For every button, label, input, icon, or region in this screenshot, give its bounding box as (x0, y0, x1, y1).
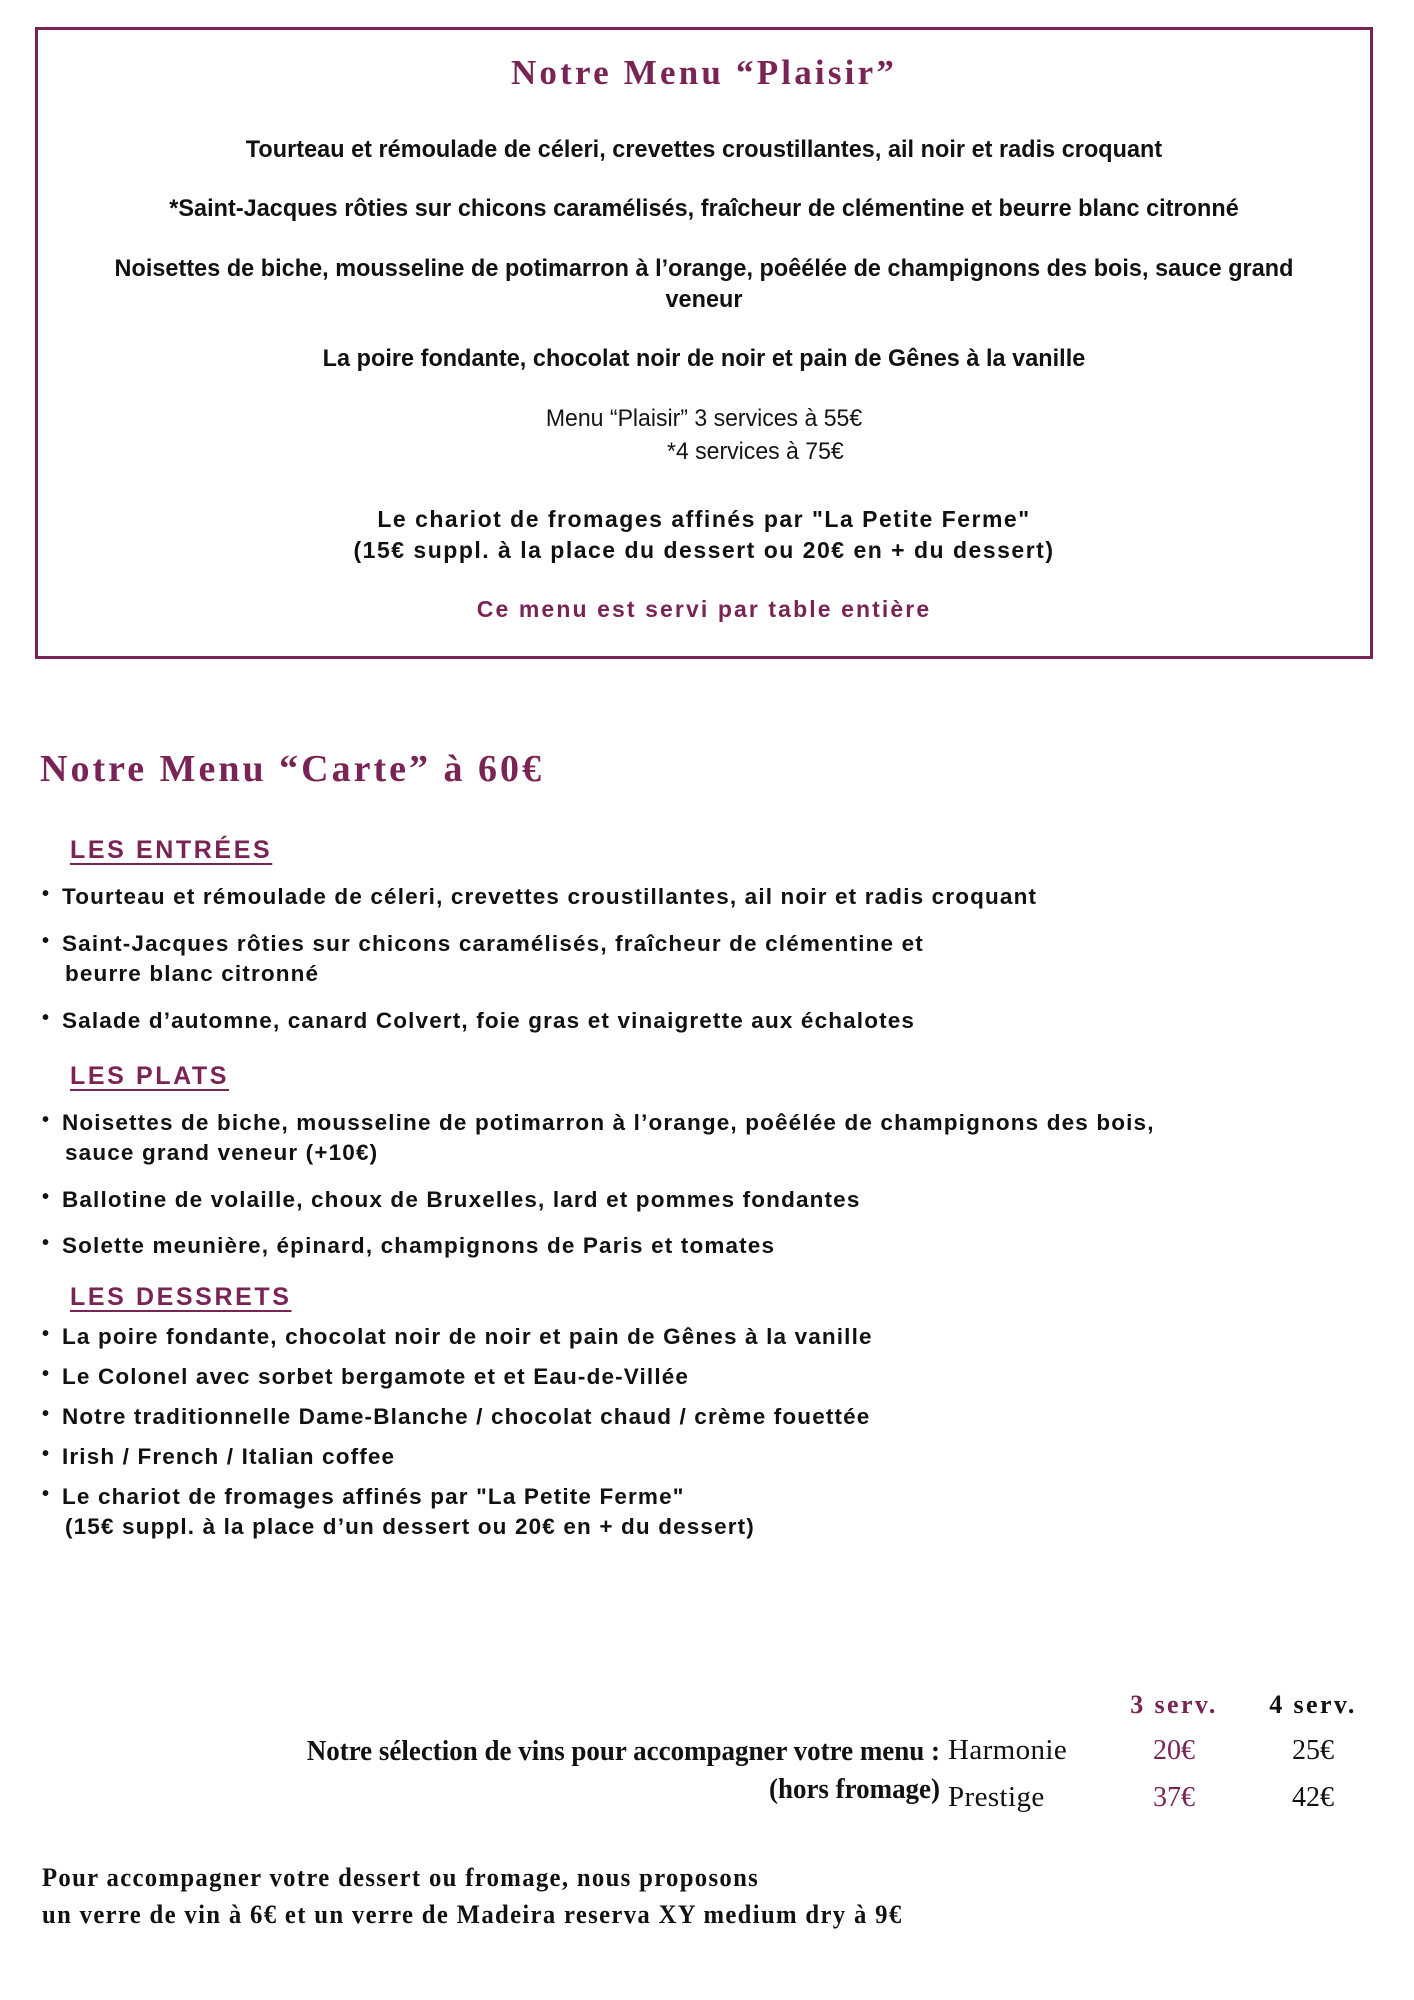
plaisir-course-3-line-1: Noisettes de biche, mousseline de potimarron à l’orange, poêélée de champignons des bois, (114, 254, 1149, 282)
plaisir-serving-note: Ce menu est servi par table entière (476, 596, 932, 623)
plaisir-cheese-cart (52, 504, 1356, 566)
table-row (948, 1734, 1414, 1781)
wine-table-header (0, 1690, 1414, 1726)
plaisir-course-3-line-2: sauce grand veneur (665, 254, 1294, 314)
list-item (0, 1322, 1414, 1352)
list-item (0, 1006, 1414, 1036)
wine-price-4-serv: 42€ (1292, 1782, 1334, 1813)
plaisir-cheese-cart-title: Le chariot de fromages affinés par "La Petite Ferme" (377, 506, 1031, 533)
wine-price-4-serv: 25€ (1292, 1735, 1334, 1766)
plaisir-course-3 (81, 253, 1326, 316)
plaisir-course-2: *Saint-Jacques rôties sur chicons caramélisés, fraîcheur de clémentine et beurre blanc citronné (169, 195, 1239, 223)
plaisir-course-4: La poire fondante, chocolat noir de noir et pain de Gênes à la vanille (322, 345, 1086, 373)
section-heading-plats: LES PLATS (70, 1061, 230, 1090)
wine-footer-line-1: Pour accompagner votre dessert ou fromage, nous proposons (42, 1863, 760, 1892)
item-line-1: Salade d’automne, canard Colvert, foie gras et vinaigrette aux échalotes (62, 1007, 916, 1033)
wine-price-3-serv: 20€ (1153, 1735, 1195, 1766)
item-line-1: Le chariot de fromages affinés par "La Petite Ferme" (62, 1484, 685, 1510)
item-line-1: Notre traditionnelle Dame-Blanche / chocolat chaud / crème fouettée (62, 1404, 871, 1430)
wine-name: Prestige (948, 1781, 1045, 1813)
plaisir-course-1: Tourteau et rémoulade de céleri, crevettes croustillantes, ail noir et radis croquant (245, 136, 1163, 163)
wine-table-rows (948, 1734, 1414, 1828)
wine-footer-line-2: un verre de vin à 6€ et un verre de Madeira reserva XY medium dry à 9€ (42, 1899, 903, 1929)
item-line-1: Irish / French / Italian coffee (62, 1444, 396, 1470)
list-item (0, 1185, 1414, 1215)
desserts-list (0, 1322, 1414, 1542)
section-heading-entrees: LES ENTRÉES (70, 836, 273, 864)
wine-intro-line-2: (hors fromage) (768, 1772, 940, 1805)
list-item (0, 1442, 1414, 1472)
plaisir-price-4-services: *4 services à 75€ (666, 437, 844, 465)
section-heading-desserts: LES DESSRETS (70, 1283, 292, 1312)
list-item (0, 1108, 1414, 1168)
list-item (0, 1402, 1414, 1432)
item-line-2: sauce grand veneur (+10€) (65, 1139, 379, 1165)
item-line-1: Solette meunière, épinard, champignons de Paris et tomates (62, 1233, 776, 1259)
wine-intro-line-1: Notre sélection de vins pour accompagner votre menu : (306, 1735, 940, 1767)
plaisir-menu-title: Notre Menu “Plaisir” (510, 53, 898, 92)
plats-list (0, 1108, 1414, 1262)
wine-footer-note (42, 1860, 903, 1934)
item-line-1: Saint-Jacques rôties sur chicons caramélisés, fraîcheur de clémentine et (62, 930, 924, 956)
item-line-1: La poire fondante, chocolat noir de noir et pain de Gênes à la vanille (62, 1324, 873, 1350)
wine-name: Harmonie (948, 1734, 1068, 1766)
plaisir-menu-panel (35, 27, 1373, 659)
list-item (0, 882, 1414, 912)
item-line-1: Le Colonel avec sorbet bergamote et et Eau-de-Villée (62, 1364, 690, 1390)
item-line-2: beurre blanc citronné (65, 960, 320, 986)
item-line-2: (15€ suppl. à la place d’un dessert ou 20€ en + du dessert) (65, 1513, 755, 1539)
list-item (0, 1482, 1414, 1542)
item-line-1: Tourteau et rémoulade de céleri, crevettes croustillantes, ail noir et radis croquant (62, 884, 1038, 909)
item-line-1: Noisettes de biche, mousseline de potimarron à l’orange, poêélée de champignons des bois, (62, 1109, 1155, 1135)
item-line-1: Ballotine de volaille, choux de Bruxelles, lard et pommes fondantes (62, 1186, 861, 1212)
wine-price-3-serv: 37€ (1153, 1782, 1195, 1813)
carte-menu-body (0, 836, 1414, 1542)
list-item (0, 1362, 1414, 1392)
wine-intro-text (94, 1733, 940, 1808)
plaisir-price-block (78, 402, 1330, 468)
table-row (948, 1781, 1414, 1828)
list-item (0, 929, 1414, 989)
wine-column-header-4-serv: 4 serv. (1269, 1690, 1357, 1719)
list-item (0, 1231, 1414, 1261)
wine-column-header-3-serv: 3 serv. (1130, 1690, 1218, 1719)
entrees-list (0, 882, 1414, 1036)
carte-menu-title: Notre Menu “Carte” à 60€ (40, 748, 544, 790)
plaisir-cheese-cart-supplement: (15€ suppl. à la place du dessert ou 20€ en + du dessert) (353, 537, 1055, 564)
plaisir-price-3-services: Menu “Plaisir” 3 services à 55€ (545, 404, 863, 432)
